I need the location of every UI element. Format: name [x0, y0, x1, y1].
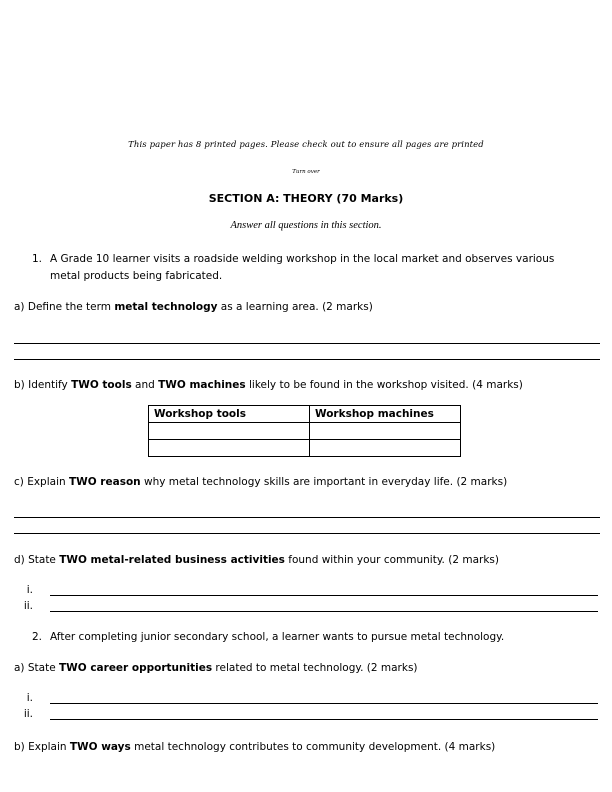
roman-numeral: i. — [26, 584, 33, 596]
sub-question-1a — [14, 299, 373, 316]
question-number: 1. — [32, 253, 43, 265]
text: why metal technology skills are important in everyday life. (2 marks) — [140, 476, 508, 488]
answer-line[interactable] — [14, 517, 600, 518]
bold-text: TWO machines — [158, 379, 246, 391]
table-cell[interactable] — [310, 440, 461, 457]
roman-numeral: ii. — [23, 600, 33, 612]
workshop-table — [148, 405, 461, 457]
answer-line[interactable] — [14, 343, 600, 344]
roman-numeral: ii. — [23, 708, 33, 720]
answer-line[interactable] — [50, 595, 598, 596]
table-cell[interactable] — [149, 423, 310, 440]
bold-text: TWO reason — [68, 476, 141, 488]
table-header-tools: Workshop tools — [149, 406, 310, 423]
question-stem: After completing junior secondary school, a learner wants to pursue metal technology. — [50, 631, 505, 643]
bold-text: metal technology — [114, 301, 218, 313]
answer-line[interactable] — [50, 703, 598, 704]
answer-line[interactable] — [14, 533, 600, 534]
text: a) State — [14, 662, 59, 674]
bold-text: TWO ways — [69, 741, 131, 753]
bold-text: TWO career opportunities — [59, 662, 213, 674]
section-title: SECTION A: THEORY (70 Marks) — [208, 192, 404, 205]
answer-line[interactable] — [14, 359, 600, 360]
answer-line[interactable] — [50, 719, 598, 720]
bold-text: TWO tools — [71, 379, 132, 391]
text: likely to be found in the workshop visited. (4 marks) — [245, 379, 523, 391]
text: metal technology contributes to community development. (4 marks) — [130, 741, 496, 753]
text: c) Explain — [14, 476, 69, 488]
table-row — [149, 440, 461, 457]
text: d) State — [14, 554, 60, 566]
text: related to metal technology. (2 marks) — [212, 662, 418, 674]
sub-question-1b — [14, 377, 523, 394]
text: b) Identify — [14, 379, 72, 391]
bold-text: TWO metal-related business activities — [59, 554, 285, 566]
text: and — [131, 379, 159, 391]
answer-line[interactable] — [50, 611, 598, 612]
table-cell[interactable] — [310, 423, 461, 440]
sub-question-1c — [14, 474, 507, 491]
text: a) Define the term — [14, 301, 115, 313]
table-cell[interactable] — [149, 440, 310, 457]
sub-question-2a — [14, 660, 418, 677]
text: found within your community. (2 marks) — [284, 554, 499, 566]
text: as a learning area. (2 marks) — [217, 301, 373, 313]
table-row — [149, 423, 461, 440]
question-stem: A Grade 10 learner visits a roadside welding workshop in the local market and observes various — [50, 253, 555, 265]
section-instructions: Answer all questions in this section. — [230, 220, 382, 231]
table-header-machines: Workshop machines — [310, 406, 461, 423]
question-number: 2. — [32, 631, 43, 643]
sub-question-2b — [14, 739, 495, 756]
question-stem: metal products being fabricated. — [50, 270, 223, 282]
printed-pages-note: This paper has 8 printed pages. Please check out to ensure all pages are printed — [128, 140, 484, 150]
roman-numeral: i. — [26, 692, 33, 704]
text: b) Explain — [14, 741, 70, 753]
turn-over-note: Turn over — [292, 169, 320, 175]
sub-question-1d — [14, 552, 499, 569]
